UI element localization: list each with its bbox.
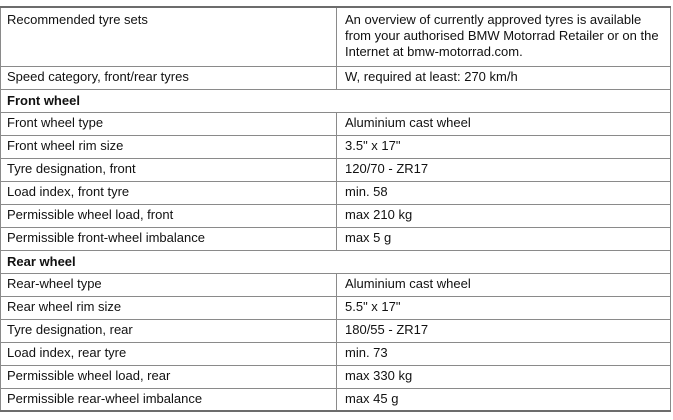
spec-label: Permissible wheel load, front [1,204,337,227]
spec-label: Permissible front-wheel imbalance [1,227,337,250]
wheel-specification-table [0,6,671,412]
table-row [1,135,671,158]
table-row [1,296,671,319]
spec-value: An overview of currently approved tyres is available from your authorised BMW Motorrad Retailer or on the Internet at bmw-motorrad.com. [337,7,671,66]
spec-value: 120/70 - ZR17 [337,158,671,181]
table-row [1,7,671,66]
table-row [1,66,671,89]
table-row [1,158,671,181]
spec-value: Aluminium cast wheel [337,273,671,296]
spec-value: max 330 kg [337,365,671,388]
spec-value: max 5 g [337,227,671,250]
spec-value: min. 58 [337,181,671,204]
spec-value: 3.5" x 17" [337,135,671,158]
table-row [1,273,671,296]
table-row [1,365,671,388]
spec-value: 5.5" x 17" [337,296,671,319]
table-row [1,204,671,227]
spec-label: Tyre designation, front [1,158,337,181]
section-heading-row [1,250,671,273]
spec-label: Rear wheel rim size [1,296,337,319]
table-row [1,319,671,342]
section-heading-front-wheel: Front wheel [1,89,671,112]
table-row [1,181,671,204]
spec-label: Permissible wheel load, rear [1,365,337,388]
table-row [1,342,671,365]
spec-label: Tyre designation, rear [1,319,337,342]
spec-value: Aluminium cast wheel [337,112,671,135]
table-row [1,227,671,250]
spec-value: min. 73 [337,342,671,365]
spec-label: Load index, rear tyre [1,342,337,365]
spec-value: W, required at least: 270 km/h [337,66,671,89]
spec-label: Speed category, front/rear tyres [1,66,337,89]
table-row [1,112,671,135]
table-row [1,388,671,411]
spec-value: max 210 kg [337,204,671,227]
spec-label: Recommended tyre sets [1,7,337,66]
spec-label: Rear-wheel type [1,273,337,296]
spec-value: max 45 g [337,388,671,411]
spec-label: Load index, front tyre [1,181,337,204]
section-heading-row [1,89,671,112]
section-heading-rear-wheel: Rear wheel [1,250,671,273]
spec-value: 180/55 - ZR17 [337,319,671,342]
spec-label: Permissible rear-wheel imbalance [1,388,337,411]
spec-label: Front wheel type [1,112,337,135]
spec-label: Front wheel rim size [1,135,337,158]
